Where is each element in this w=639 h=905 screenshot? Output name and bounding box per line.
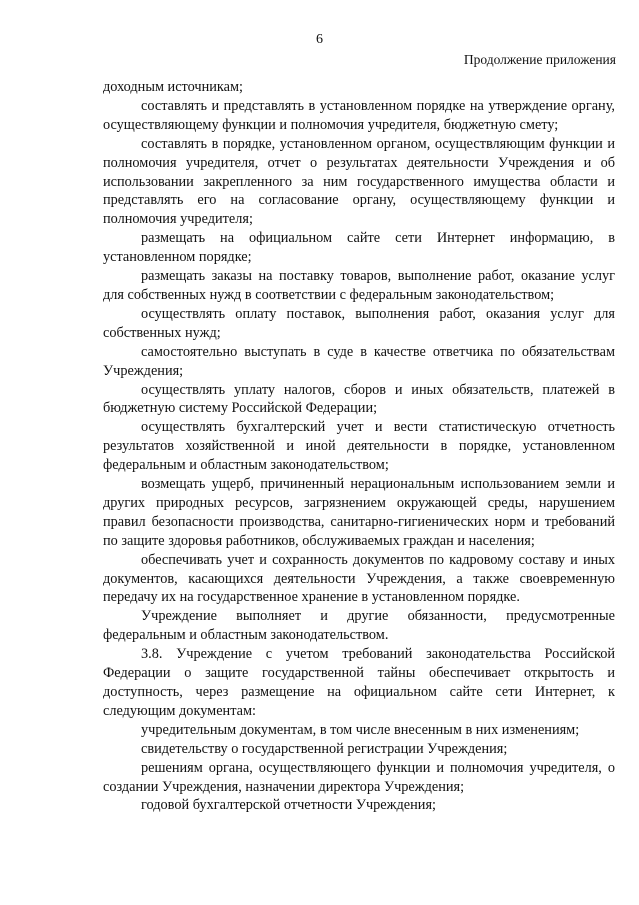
paragraph: осуществлять оплату поставок, выполнения работ, оказания услуг для собственных нужд; xyxy=(103,305,615,341)
page-number: 6 xyxy=(316,32,323,47)
paragraph: возмещать ущерб, причиненный нерациональным использованием земли и других природных ресурсов, загрязнением окружающей среды, нарушением правил безопасности производства, санитарно-гигиенических норм и требований по защите здоровья работников, обслуживаемых граждан и населения; xyxy=(103,476,615,549)
continuation-label: Продолжение приложения xyxy=(463,52,616,67)
paragraph: самостоятельно выступать в суде в качестве ответчика по обязательствам Учреждения; xyxy=(103,343,615,379)
paragraph: обеспечивать учет и сохранность документов по кадровому составу и иных документов, касающихся деятельности Учреждения, а также своевременную передачу их на государственное хранение в установленном порядке. xyxy=(103,551,615,606)
paragraph: Учреждение выполняет и другие обязанности, предусмотренные федеральным и областным законодательством. xyxy=(103,608,615,644)
paragraph: составлять и представлять в установленном порядке на утверждение органу, осуществляющему функции и полномочия учредителя, бюджетную смету; xyxy=(103,97,615,133)
paragraph: свидетельству о государственной регистрации Учреждения; xyxy=(141,740,508,757)
paragraph: составлять в порядке, установленном органом, осуществляющим функции и полномочия учредителя, отчет о результатах деятельности Учреждения и об использовании закрепленного за ним государственного имущества области и представлять его на согласование органу, осуществляющему функции и полномочия учредителя; xyxy=(103,135,615,228)
paragraph: размещать на официальном сайте сети Интернет информацию, в установленном порядке; xyxy=(103,230,615,266)
paragraph: доходным источникам; xyxy=(103,79,243,95)
document-body xyxy=(103,78,615,815)
paragraph: учредительным документам, в том числе внесенным в них изменениям; xyxy=(141,721,580,738)
paragraph: 3.8. Учреждение с учетом требований законодательства Российской Федерации о защите государственной тайны обеспечивает открытость и доступность, через размещение на официальном сайте сети Интернет, к следующим документам: xyxy=(103,646,615,719)
paragraph: решениям органа, осуществляющего функции и полномочия учредителя, о создании Учреждения, назначении директора Учреждения; xyxy=(103,759,615,795)
paragraph: годовой бухгалтерской отчетности Учреждения; xyxy=(141,797,436,814)
paragraph: осуществлять уплату налогов, сборов и иных обязательств, платежей в бюджетную систему Российской Федерации; xyxy=(103,381,615,417)
paragraph: размещать заказы на поставку товаров, выполнение работ, оказание услуг для собственных нужд в соответствии с федеральным законодательством; xyxy=(103,268,615,303)
paragraph: осуществлять бухгалтерский учет и вести статистическую отчетность результатов хозяйственной и иной деятельности в порядке, установленном федеральным и областным законодательством; xyxy=(103,419,615,474)
